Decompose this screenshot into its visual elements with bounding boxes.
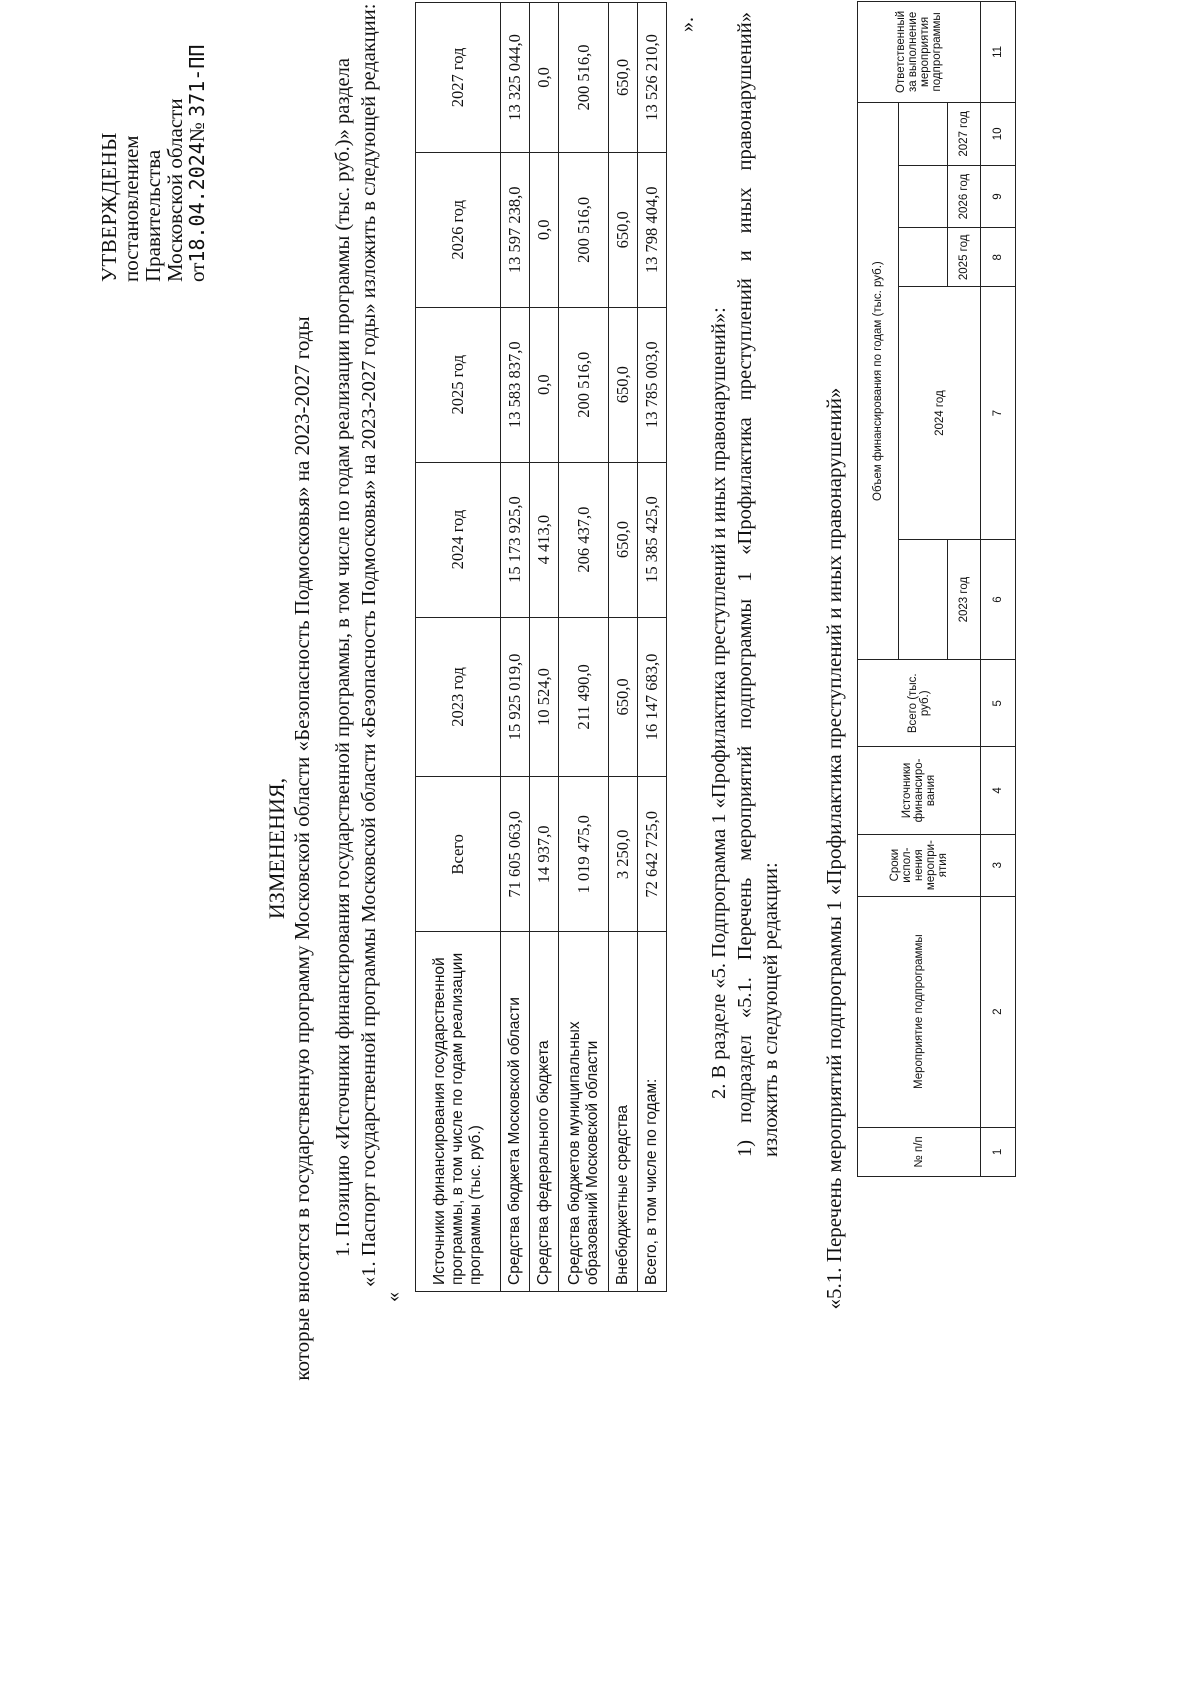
section1-line2: «1. Паспорт государственной программы Московской области «Безопасность Подмосковья» на 2023-2027 годы» изложить в следующей редакции: [358,3,380,1287]
table-header-row [858,2,899,1177]
table-cell: 3 250,0 [609,777,638,932]
table-cell: 200 516,0 [559,3,609,153]
header-2026: 2026 год [948,165,981,227]
quote-close: ». [676,17,698,32]
date-prefix: от [185,262,209,282]
header-cell: Всего [416,777,501,932]
table-cell: 13 597 238,0 [501,152,530,307]
table-cell: 13 526 210,0 [638,3,667,153]
quote-open: « [382,1292,404,1302]
list-title: «5.1. Перечень мероприятий подпрограммы 1 «Профилактика преступлений и иных правонарушений» [822,387,846,1310]
table-cell: 650,0 [609,152,638,307]
col-number: 4 [981,747,1016,835]
table-row [559,3,609,1292]
col-number: 2 [981,896,1016,1127]
word: и [734,250,756,262]
table-cell: 0,0 [530,307,559,462]
col-number: 5 [981,660,1016,747]
row-label: Средства бюджетов муниципальных образований Московской области [559,932,609,1292]
document-subtitle: которые вносятся в государственную программу Московской области «Безопасность Подмосковья» на 2023-2027 годы [290,316,314,1381]
approval-date: 18.04.2024 [185,142,209,263]
row-label: Всего, в том числе по годам: [638,932,667,1292]
word: правонарушений» [734,12,756,171]
table-cell: 650,0 [609,617,638,777]
section2-line3: изложить в следующей редакции: [760,862,782,1157]
header-cell: 2027 год [416,3,501,153]
table-header-row [416,3,501,1292]
table-cell: 13 798 404,0 [638,152,667,307]
col-number: 11 [981,2,1016,103]
table-cell: 16 147 683,0 [638,617,667,777]
header-sources: Источники финансиро- вания [858,747,981,835]
table-cell: 0,0 [530,3,559,153]
word: «Профилактика [734,417,756,555]
word: преступлений [734,278,756,401]
table-number-row [981,2,1016,1177]
approval-date-line [186,0,208,282]
section2-line1: 2. В разделе «5. Подпрограмма 1 «Профилактика преступлений и иных правонарушений»: [708,307,730,1099]
row-label: Внебюджетные средства [609,932,638,1292]
approval-title: УТВЕРЖДЕНЫ [97,132,121,282]
word: подраздел [734,1035,756,1123]
table-cell: 211 490,0 [559,617,609,777]
header-cell: 2025 год [416,307,501,462]
table-row-total [638,3,667,1292]
table-row [530,3,559,1292]
header-total: Всего (тыс. руб.) [858,660,981,747]
table-cell: 71 605 063,0 [501,777,530,932]
word: 1 [734,571,756,582]
row-label: Средства федерального бюджета [530,932,559,1292]
table-cell: 13 583 837,0 [501,307,530,462]
table-cell: 650,0 [609,462,638,617]
table-cell: 15 385 425,0 [638,462,667,617]
table-row [501,3,530,1292]
table-cell: 14 937,0 [530,777,559,932]
approval-number: 371-ПП [185,44,209,117]
table-cell: 650,0 [609,3,638,153]
col-number: 8 [981,228,1016,287]
col-number: 1 [981,1127,1016,1176]
table-cell: 15 925 019,0 [501,617,530,777]
section2-line2 [732,12,758,1157]
table-cell: 1 019 475,0 [559,777,609,932]
header-cell: 2023 год [416,617,501,777]
approval-stamp [98,0,208,282]
header-2023: 2023 год [948,539,981,660]
header-spacer [899,539,948,660]
header-cell: 2024 год [416,462,501,617]
table-cell: 200 516,0 [559,307,609,462]
row-label: Средства бюджета Московской области [501,932,530,1292]
header-spacer [899,102,948,165]
table-cell: 15 173 925,0 [501,462,530,617]
header-cell: 2026 год [416,152,501,307]
approval-line-1: постановлением Правительства [119,135,165,282]
table-row [609,3,638,1292]
col-number: 7 [981,287,1016,539]
document-title: ИЗМЕНЕНИЯ, [264,777,289,920]
col-number: 6 [981,539,1016,660]
number-prefix: № [185,122,209,143]
word: «5.1. [734,977,756,1019]
header-2027: 2027 год [948,102,981,165]
table-cell: 0,0 [530,152,559,307]
activities-table [857,1,1016,1177]
table-cell: 10 524,0 [530,617,559,777]
table-cell: 200 516,0 [559,152,609,307]
col-number: 9 [981,165,1016,227]
section1-line1: 1. Позицию «Источники финансирования государственной программы, в том числе по годам реализации программы (тыс. руб.)» раздела [332,58,354,1257]
header-terms: Сроки испол- нения меропри- ятия [858,834,981,896]
col-number: 3 [981,834,1016,896]
table-cell: 650,0 [609,307,638,462]
header-volume: Объем финансирования по годам (тыс. руб.) [858,102,899,660]
word: подпрограммы [734,598,756,729]
header-spacer [899,165,948,227]
header-responsible: Ответственный за выполнение мероприятия подпрограммы [858,2,981,103]
word: мероприятий [734,745,756,861]
header-no: № п/п [858,1127,981,1176]
col-number: 10 [981,102,1016,165]
header-event: Мероприятие подпрограммы [858,896,981,1127]
table-cell: 4 413,0 [530,462,559,617]
header-2024: 2024 год [899,287,981,539]
approval-line-2: Московской области [163,98,187,282]
word: Перечень [734,877,756,961]
table-cell: 72 642 725,0 [638,777,667,932]
word: 1) [734,1139,756,1157]
table-cell: 13 325 044,0 [501,3,530,153]
table-cell: 206 437,0 [559,462,609,617]
funding-sources-table [415,2,667,1292]
header-2025: 2025 год [948,228,981,287]
word: иных [734,187,756,234]
header-cell: Источники финансирования государственной программы, в том числе по годам реализации программы (тыс. руб.) [416,932,501,1292]
header-spacer [899,228,948,287]
table-cell: 13 785 003,0 [638,307,667,462]
